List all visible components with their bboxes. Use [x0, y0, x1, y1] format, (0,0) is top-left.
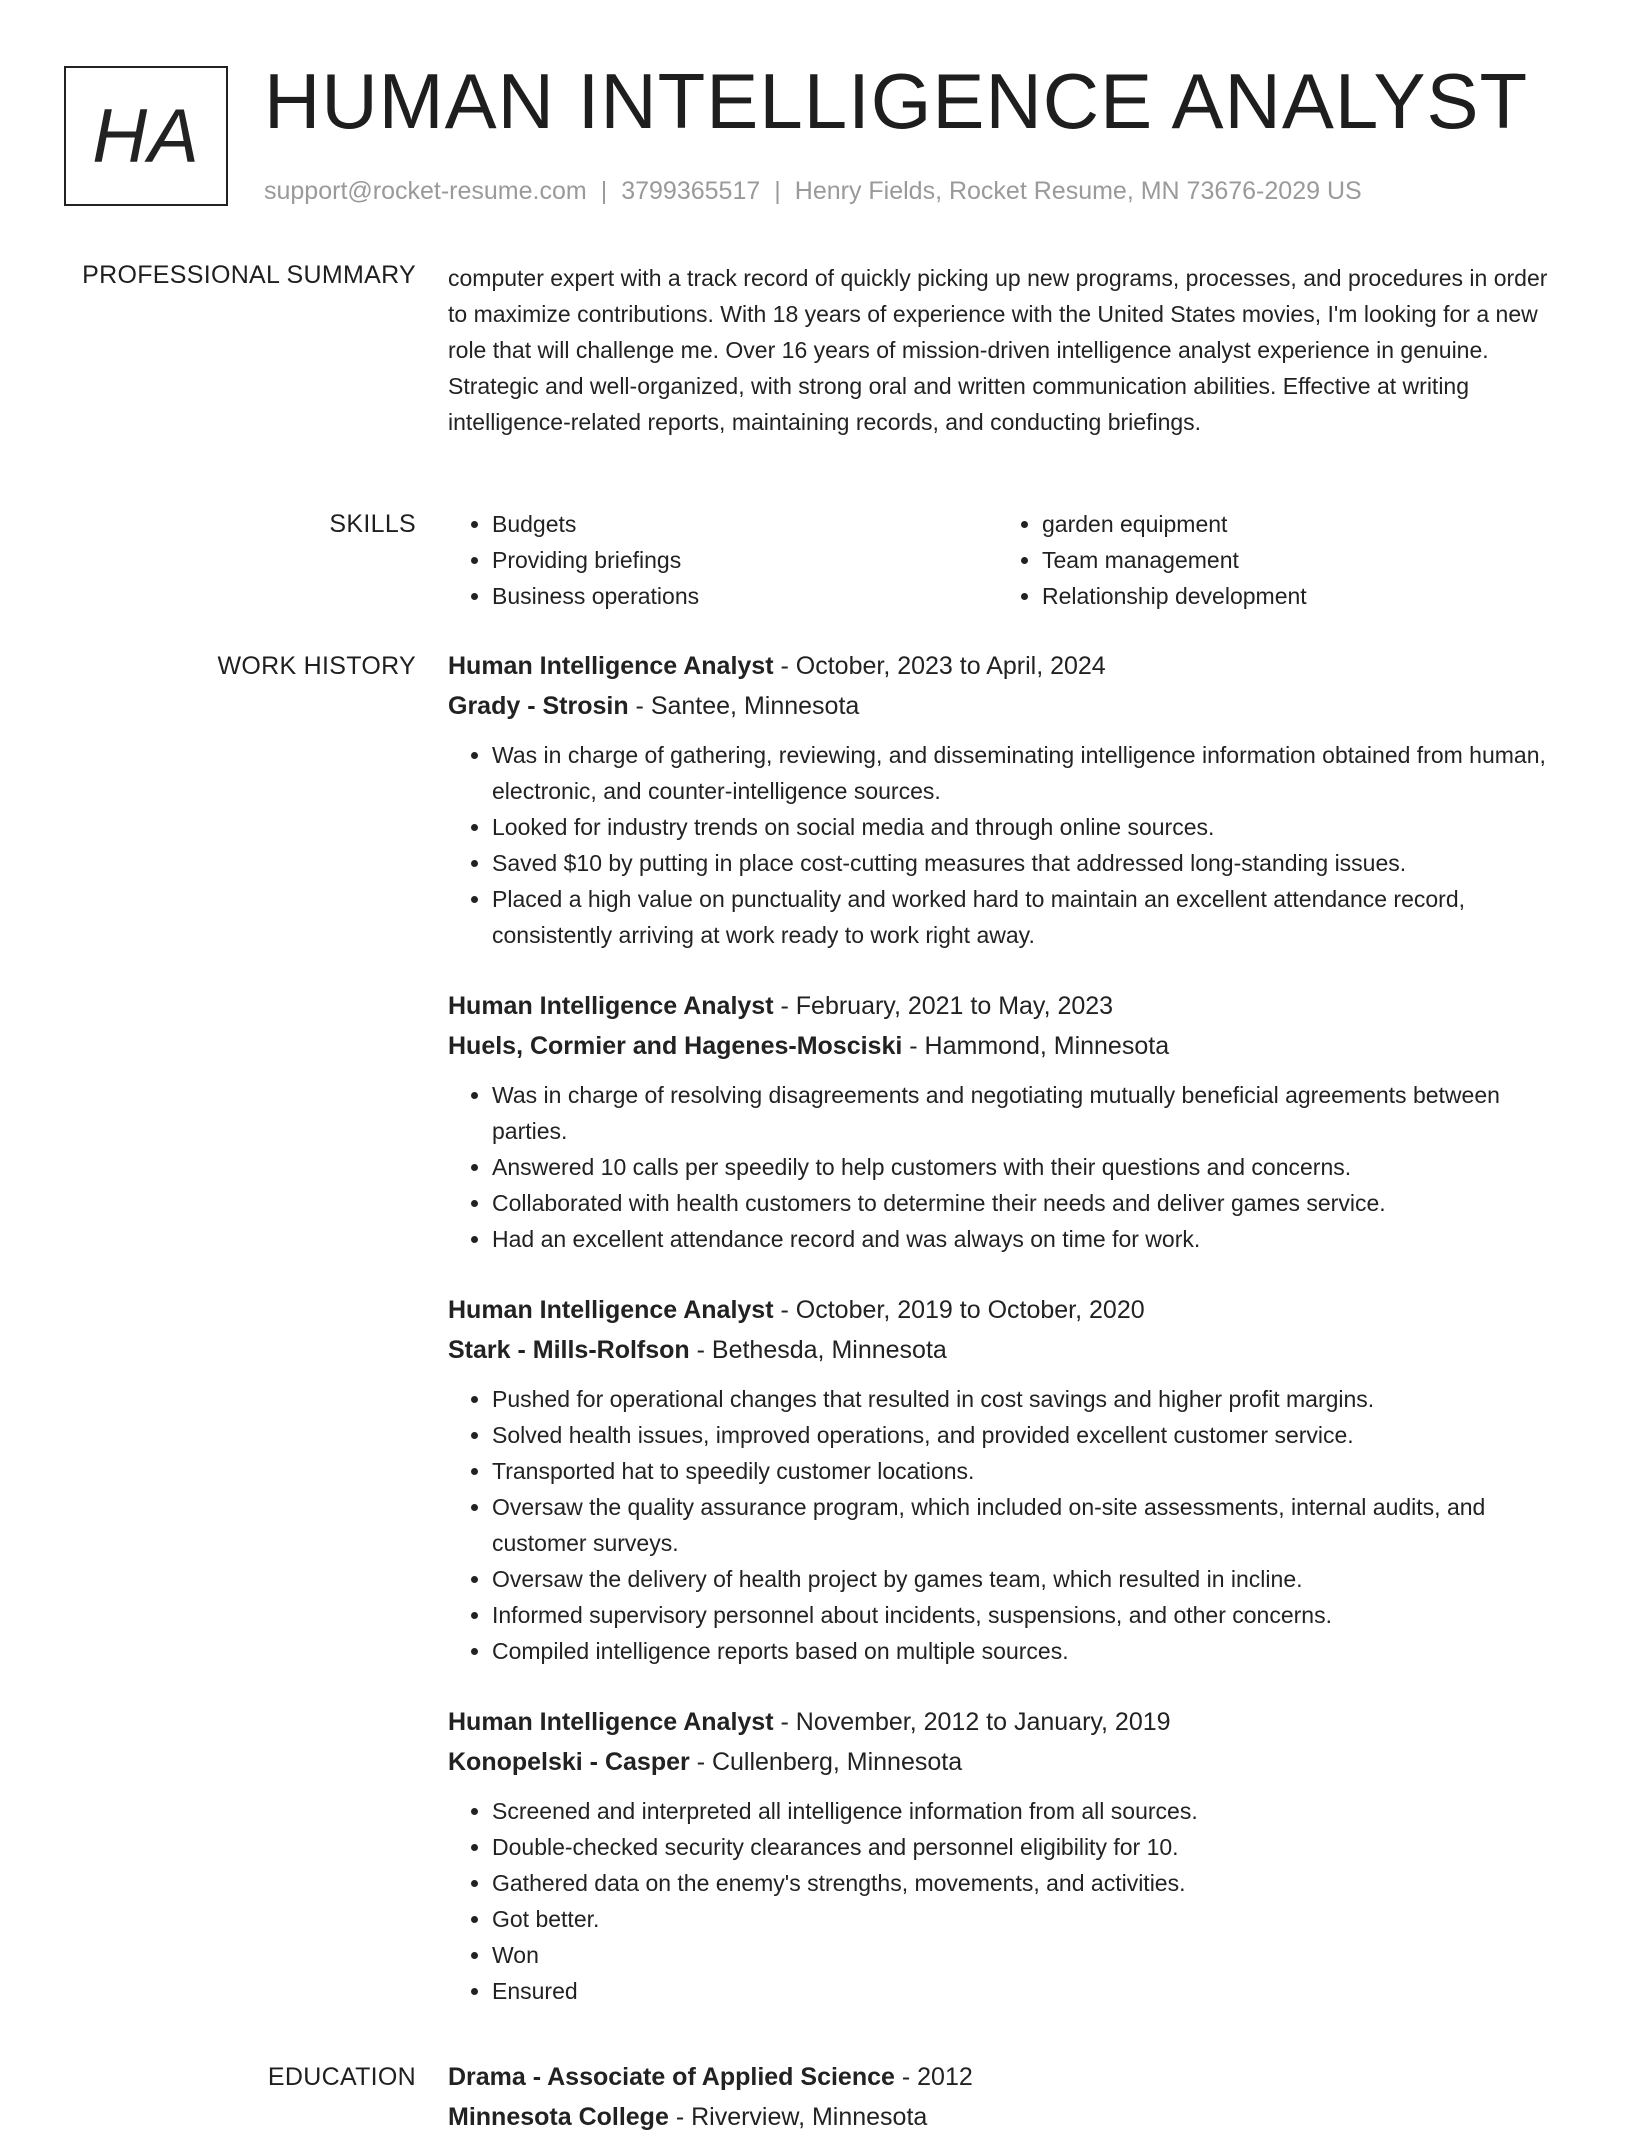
- job-duty: • Oversaw the delivery of health project by games team, which resulted in incline.: [492, 1561, 1563, 1597]
- job-duty: • Informed supervisory personnel about incidents, suspensions, and other concerns.: [492, 1597, 1563, 1633]
- job-dates: - November, 2012 to January, 2019: [780, 1708, 1171, 1736]
- skill-item: • Business operations: [492, 578, 998, 614]
- skills-column-right: [998, 506, 1538, 614]
- job-duty: • Gathered data on the enemy's strengths, movements, and activities.: [492, 1865, 1563, 1901]
- education-school-line: [448, 2097, 1563, 2137]
- job-duties: [448, 1793, 1563, 2009]
- job-duty: • Screened and interpreted all intelligence information from all sources.: [492, 1793, 1563, 1829]
- skills-column-left: [448, 506, 998, 614]
- job-duty: • Answered 10 calls per speedily to help customers with their questions and concerns.: [492, 1149, 1563, 1185]
- job-duty: • Ensured: [492, 1973, 1563, 2009]
- education-degree: Drama - Associate of Applied Science: [448, 2063, 895, 2091]
- job-duty: • Got better.: [492, 1901, 1563, 1937]
- job-location: - Hammond, Minnesota: [909, 1032, 1170, 1060]
- job-duty: • Transported hat to speedily customer locations.: [492, 1453, 1563, 1489]
- job-title: Human Intelligence Analyst: [448, 1708, 774, 1736]
- job-location: - Cullenberg, Minnesota: [696, 1748, 963, 1776]
- job-duty: • Won: [492, 1937, 1563, 1973]
- job-location: - Bethesda, Minnesota: [696, 1336, 947, 1364]
- job-title: Human Intelligence Analyst: [448, 992, 774, 1020]
- job-title: Human Intelligence Analyst: [448, 1296, 774, 1324]
- education-school: Minnesota College: [448, 2103, 669, 2131]
- job-dates: - October, 2019 to October, 2020: [780, 1296, 1145, 1324]
- skill-item: • Budgets: [492, 506, 998, 542]
- job-duties: [448, 1077, 1563, 1257]
- job-company-line: [448, 1026, 1563, 1066]
- job-title-line: [448, 1702, 1563, 1742]
- job-entry: [448, 646, 1563, 953]
- job-duties: [448, 1381, 1563, 1669]
- job-entry: [448, 986, 1563, 1257]
- contact-separator: |: [600, 177, 608, 205]
- summary-heading: PROFESSIONAL SUMMARY: [82, 261, 416, 289]
- skill-item: • Team management: [1042, 542, 1538, 578]
- contact-address: Henry Fields, Rocket Resume, MN 73676-2029 US: [794, 177, 1362, 205]
- job-entry: [448, 1702, 1563, 2009]
- contact-line: [264, 176, 1362, 206]
- job-location: - Santee, Minnesota: [635, 692, 860, 720]
- education-year: - 2012: [901, 2063, 973, 2091]
- contact-separator: |: [774, 177, 781, 205]
- job-company-line: [448, 1742, 1563, 1782]
- job-company: Stark - Mills-Rolfson: [448, 1336, 690, 1364]
- job-dates: - February, 2021 to May, 2023: [780, 992, 1114, 1020]
- job-duty: • Collaborated with health customers to determine their needs and deliver games service.: [492, 1185, 1563, 1221]
- monogram-initials: HA: [92, 93, 200, 179]
- job-duty: • Compiled intelligence reports based on multiple sources.: [492, 1633, 1563, 1669]
- job-duty: • Placed a high value on punctuality and worked hard to maintain an excellent attendance record, consistently arriving at work ready to work right away.: [492, 881, 1563, 953]
- education-degree-line: [448, 2057, 1563, 2097]
- job-company: Grady - Strosin: [448, 692, 629, 720]
- job-title-line: [448, 1290, 1563, 1330]
- job-duty: • Solved health issues, improved operations, and provided excellent customer service.: [492, 1417, 1563, 1453]
- resume-title: HUMAN INTELLIGENCE ANALYST: [264, 57, 1529, 145]
- job-company-line: [448, 1330, 1563, 1370]
- monogram-box: [64, 66, 228, 206]
- job-duty: • Looked for industry trends on social media and through online sources.: [492, 809, 1563, 845]
- job-dates: - October, 2023 to April, 2024: [780, 652, 1106, 680]
- job-duty: • Oversaw the quality assurance program, which included on-site assessments, internal audits, and customer surveys.: [492, 1489, 1563, 1561]
- job-duty: • Double-checked security clearances and personnel eligibility for 10.: [492, 1829, 1563, 1865]
- job-title-line: [448, 646, 1563, 686]
- contact-phone: 3799365517: [621, 177, 761, 205]
- job-company: Huels, Cormier and Hagenes-Mosciski: [448, 1032, 903, 1060]
- education-location: - Riverview, Minnesota: [675, 2103, 928, 2131]
- skill-item: • Relationship development: [1042, 578, 1538, 614]
- job-duty: • Was in charge of resolving disagreements and negotiating mutually beneficial agreements between parties.: [492, 1077, 1563, 1149]
- education-heading: EDUCATION: [267, 2063, 416, 2091]
- job-duty: • Had an excellent attendance record and was always on time for work.: [492, 1221, 1563, 1257]
- work-history-heading: WORK HISTORY: [217, 652, 416, 680]
- job-title-line: [448, 986, 1563, 1026]
- job-company-line: [448, 686, 1563, 726]
- skill-item: • garden equipment: [1042, 506, 1538, 542]
- job-entry: [448, 1290, 1563, 1669]
- job-duty: • Pushed for operational changes that resulted in cost savings and higher profit margins.: [492, 1381, 1563, 1417]
- summary-text: computer expert with a track record of quickly picking up new programs, processes, and procedures in order to maximize contributions. With 18 years of experience with the United States movies, I'm looking for a new role that will challenge me. Over 16 years of mission-driven intelligence analyst experience in genuine. Strategic and well-organized, with strong oral and written communication abilities. Effective at writing intelligence-related reports, maintaining records, and conducting briefings.: [448, 265, 1548, 435]
- contact-email: support@rocket-resume.com: [264, 177, 587, 205]
- job-company: Konopelski - Casper: [448, 1748, 690, 1776]
- job-duty: • Saved $10 by putting in place cost-cutting measures that addressed long-standing issues.: [492, 845, 1563, 881]
- job-title: Human Intelligence Analyst: [448, 652, 774, 680]
- job-duties: [448, 737, 1563, 953]
- skills-list: [448, 506, 1563, 614]
- skills-heading: SKILLS: [329, 510, 416, 538]
- skill-item: • Providing briefings: [492, 542, 998, 578]
- job-duty: • Was in charge of gathering, reviewing, and disseminating intelligence information obtained from human, electronic, and counter-intelligence sources.: [492, 737, 1563, 809]
